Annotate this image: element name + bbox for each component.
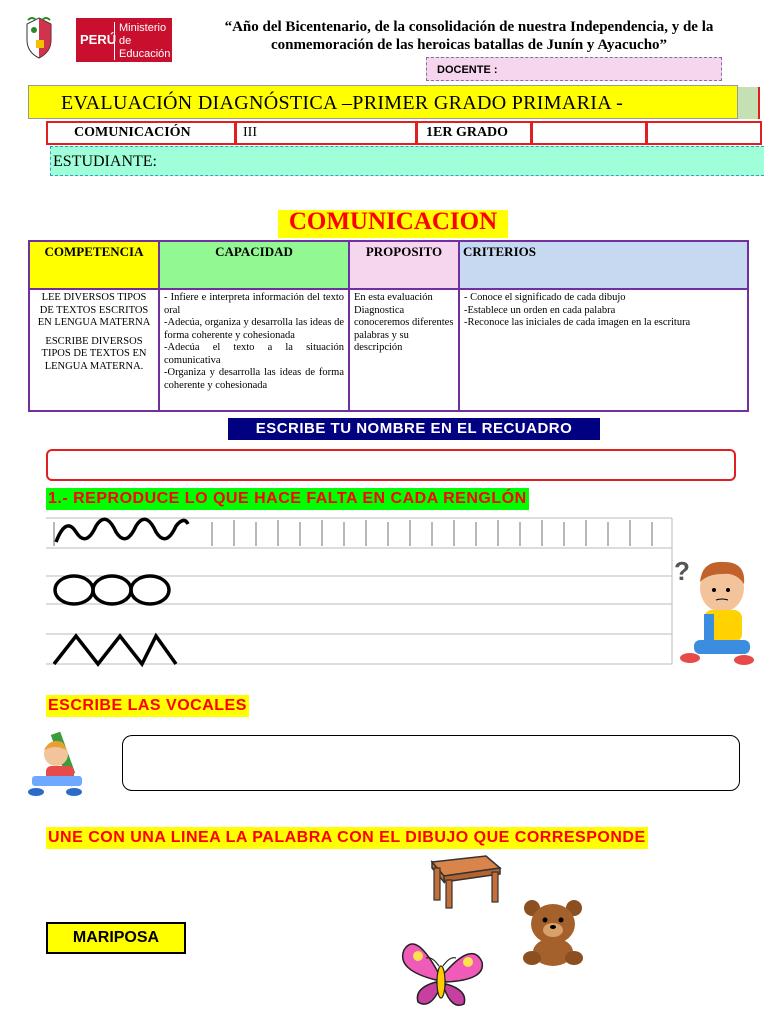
grade-cell: 1ER GRADO <box>416 121 532 145</box>
vowels-title: ESCRIBE LAS VOCALES <box>46 695 249 717</box>
area-cell: COMUNICACIÓN <box>46 121 236 145</box>
proposito-cell: En esta evaluación Diagnostica conoceremos diferentes palabras y su descripción <box>349 289 459 411</box>
svg-text:?: ? <box>674 556 690 586</box>
competencia-item: LEE DIVERSOS TIPOS DE TEXTOS ESCRITOS EN LENGUA MATERNA <box>37 292 151 328</box>
criterio-item: - Conoce el significado de cada dibujo <box>464 292 626 303</box>
student-field[interactable]: ESTUDIANTE: <box>50 146 764 176</box>
year-motto: “Año del Bicentenario, de la consolidación de nuestra Independencia, y de la conmemoración de las heroicas batallas de Junín y Ayacucho” <box>224 19 714 53</box>
tick-marks <box>54 520 652 546</box>
header-capacidad: CAPACIDAD <box>159 241 349 289</box>
title-accent <box>738 87 760 119</box>
criterio-item: -Reconoce las iniciales de cada imagen en la escritura <box>464 317 691 328</box>
circle-pattern <box>55 576 169 604</box>
minedu-logo <box>24 14 174 64</box>
boy-with-pencil-icon <box>26 730 106 802</box>
minedu-shield-icon <box>24 16 54 60</box>
table-row <box>29 289 748 411</box>
header-competencia: COMPETENCIA <box>29 241 159 289</box>
period-cell: III <box>235 121 417 145</box>
competency-table <box>28 240 749 412</box>
peru-badge <box>76 18 172 62</box>
logo-ministry: Ministerio de Educación <box>114 22 172 60</box>
question-1-title: 1.- REPRODUCE LO QUE HACE FALTA EN CADA RENGLÓN <box>46 488 529 510</box>
tracing-worksheet[interactable] <box>46 512 676 670</box>
butterfly-icon <box>396 936 488 1012</box>
header-proposito: PROPOSITO <box>349 241 459 289</box>
capacidad-cell <box>159 289 349 411</box>
competencia-item: ESCRIBE DIVERSOS TIPOS DE TEXTOS EN LENGUA MATERNA. <box>41 335 147 372</box>
header-criterios: CRITERIOS <box>459 241 748 289</box>
vowels-input-box[interactable] <box>122 735 740 791</box>
write-name-instruction: ESCRIBE TU NOMBRE EN EL RECUADRO <box>228 418 600 440</box>
thinking-boy-icon <box>672 552 756 670</box>
capacidad-item: - Infiere e interpreta información del texto oral <box>164 292 344 316</box>
word-card-mariposa[interactable]: MARIPOSA <box>46 922 186 954</box>
subject-row <box>46 121 762 145</box>
teddy-bear-icon <box>518 898 588 968</box>
criterio-item: -Establece un orden en cada palabra <box>464 304 616 316</box>
docente-field[interactable]: DOCENTE : <box>426 57 722 81</box>
logo-country: PERÚ <box>80 32 117 47</box>
page-title: EVALUACIÓN DIAGNÓSTICA –PRIMER GRADO PRIMARIA - <box>28 85 738 119</box>
table-header-row <box>29 241 748 289</box>
capacidad-item: -Adecúa, organiza y desarrolla las ideas de forma coherente y cohesionada <box>164 317 344 341</box>
empty-cell-2[interactable] <box>646 121 762 145</box>
wave-pattern <box>56 519 188 542</box>
section-title: COMUNICACION <box>288 208 498 235</box>
capacidad-item: -Adecúa el texto a la situación comunicativa <box>164 342 344 366</box>
match-instruction: UNE CON UNA LINEA LA PALABRA CON EL DIBUJO QUE CORRESPONDE <box>46 827 648 849</box>
criterios-cell <box>459 289 748 411</box>
table-icon <box>428 852 502 910</box>
capacidad-item: -Organiza y desarrolla las ideas de forma coherente y cohesionada <box>164 367 344 391</box>
empty-cell-1[interactable] <box>531 121 647 145</box>
name-input-box[interactable] <box>46 449 736 481</box>
zigzag-pattern <box>54 636 176 664</box>
competencia-cell <box>29 289 159 411</box>
